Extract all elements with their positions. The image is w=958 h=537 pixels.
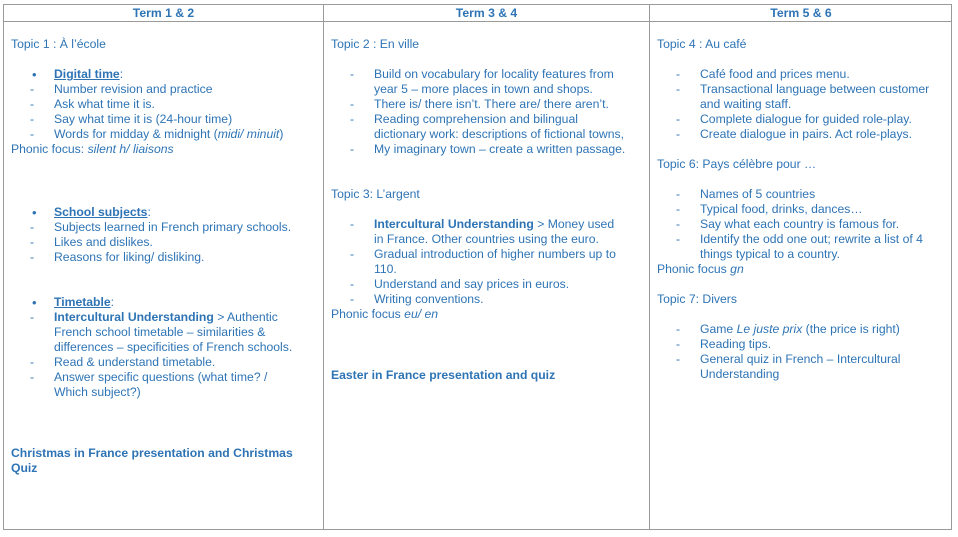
list-item-continuation: 110.	[374, 262, 397, 276]
christmas-presentation: Christmas in France presentation and Christmas Quiz	[11, 446, 293, 475]
topic-3-list	[331, 217, 647, 322]
list-item-continuation: differences – specificities of French schools.	[54, 340, 293, 354]
list-item-continuation: in France. Other countries using the euro.	[374, 232, 599, 246]
topic-6-heading: Topic 6: Pays célèbre pour …	[657, 157, 817, 171]
list-item: - Understand and say prices in euros.	[350, 277, 570, 291]
topic-1-heading: Topic 1 : À l’école	[11, 37, 106, 51]
header-term-3-4: Term 3 & 4	[455, 6, 518, 20]
topic-7-list	[657, 322, 951, 382]
topic-7-heading: Topic 7: Divers	[657, 292, 737, 306]
header-term-5-6: Term 5 & 6	[770, 6, 832, 20]
list-item-continuation: and waiting staff.	[700, 97, 792, 111]
list-item: - My imaginary town – create a written passage.	[350, 142, 626, 156]
list-item: - Intercultural Understanding > Money used	[350, 217, 615, 231]
school-subjects-section: • School subjects: - Subjects learned in French primary schools. - Likes and dislikes. - Reasons for liking/ disliking.	[11, 205, 321, 265]
list-item: - Writing conventions.	[350, 292, 484, 306]
list-item: - There is/ there isn’t. There are/ there aren’t.	[350, 97, 609, 111]
list-item: - Answer specific questions (what time? /	[30, 370, 268, 384]
list-item: - Reading comprehension and bilingual	[350, 112, 578, 126]
list-item: - Complete dialogue for guided role-play.	[676, 112, 912, 126]
list-item-continuation: Understanding	[700, 367, 780, 381]
topic-3-heading: Topic 3: L’argent	[331, 187, 420, 201]
digital-time-section: • Digital time: - Number revision and practice - Ask what time it is. - Say what time it is (24-hour time) - Words for midday & midnight (midi/ minuit) Phonic focus: silent h/ liaisons	[11, 67, 321, 157]
list-item-continuation: year 5 – more places in town and shops.	[374, 82, 593, 96]
list-item: - Transactional language between customer	[676, 82, 930, 96]
list-item: - Likes and dislikes.	[30, 235, 153, 249]
list-item: - Build on vocabulary for locality features from	[350, 67, 614, 81]
list-item: - Create dialogue in pairs. Act role-plays.	[676, 127, 913, 141]
list-item-continuation: things typical to a country.	[700, 247, 841, 261]
list-item: - Reading tips.	[676, 337, 772, 351]
column-divider	[649, 5, 650, 529]
list-item: - Game Le juste prix (the price is right)	[676, 322, 900, 336]
list-item: - Words for midday & midnight (midi/ minuit)	[30, 127, 284, 141]
topic-2-list	[331, 67, 647, 157]
easter-presentation: Easter in France presentation and quiz	[331, 368, 556, 382]
topic-4-list	[657, 67, 951, 142]
list-item: - Café food and prices menu.	[676, 67, 850, 81]
list-item: - Intercultural Understanding > Authentic	[30, 310, 278, 324]
list-item: - Subjects learned in French primary schools.	[30, 220, 292, 234]
phonic-focus: Phonic focus: silent h/ liaisons	[11, 142, 174, 156]
list-item: - Identify the odd one out; rewrite a list of 4	[676, 232, 923, 246]
list-item: - Names of 5 countries	[676, 187, 816, 201]
topic-4-heading: Topic 4 : Au café	[657, 37, 747, 51]
list-item: - Number revision and practice	[30, 82, 213, 96]
list-item: - Reasons for liking/ disliking.	[30, 250, 205, 264]
topic-2-heading: Topic 2 : En ville	[331, 37, 420, 51]
list-item: - Typical food, drinks, dances…	[676, 202, 863, 216]
header-term-1-2: Term 1 & 2	[132, 6, 195, 20]
timetable-section: • Timetable: - Intercultural Understanding > Authentic French school timetable – similarities & differences – specificities of French schools. - Read & understand timetable. - Answer specific questions (what time? / Which subject?)	[11, 295, 321, 400]
list-item-continuation: dictionary work: descriptions of fictional towns,	[374, 127, 624, 141]
phonic-focus: Phonic focus gn	[657, 262, 744, 276]
list-item: - Read & understand timetable.	[30, 355, 216, 369]
topic-6-list	[657, 187, 951, 277]
list-item: - Say what time it is (24-hour time)	[30, 112, 233, 126]
list-item: - Ask what time it is.	[30, 97, 155, 111]
list-item-continuation: French school timetable – similarities &	[54, 325, 266, 339]
phonic-focus: Phonic focus eu/ en	[331, 307, 439, 321]
column-divider	[323, 5, 324, 529]
list-item: - Gradual introduction of higher numbers up to	[350, 247, 616, 261]
list-item: - General quiz in French – Intercultural	[676, 352, 901, 366]
curriculum-table	[3, 4, 952, 530]
header-divider	[4, 21, 951, 22]
list-item: - Say what each country is famous for.	[676, 217, 900, 231]
list-item-continuation: Which subject?)	[54, 385, 141, 399]
